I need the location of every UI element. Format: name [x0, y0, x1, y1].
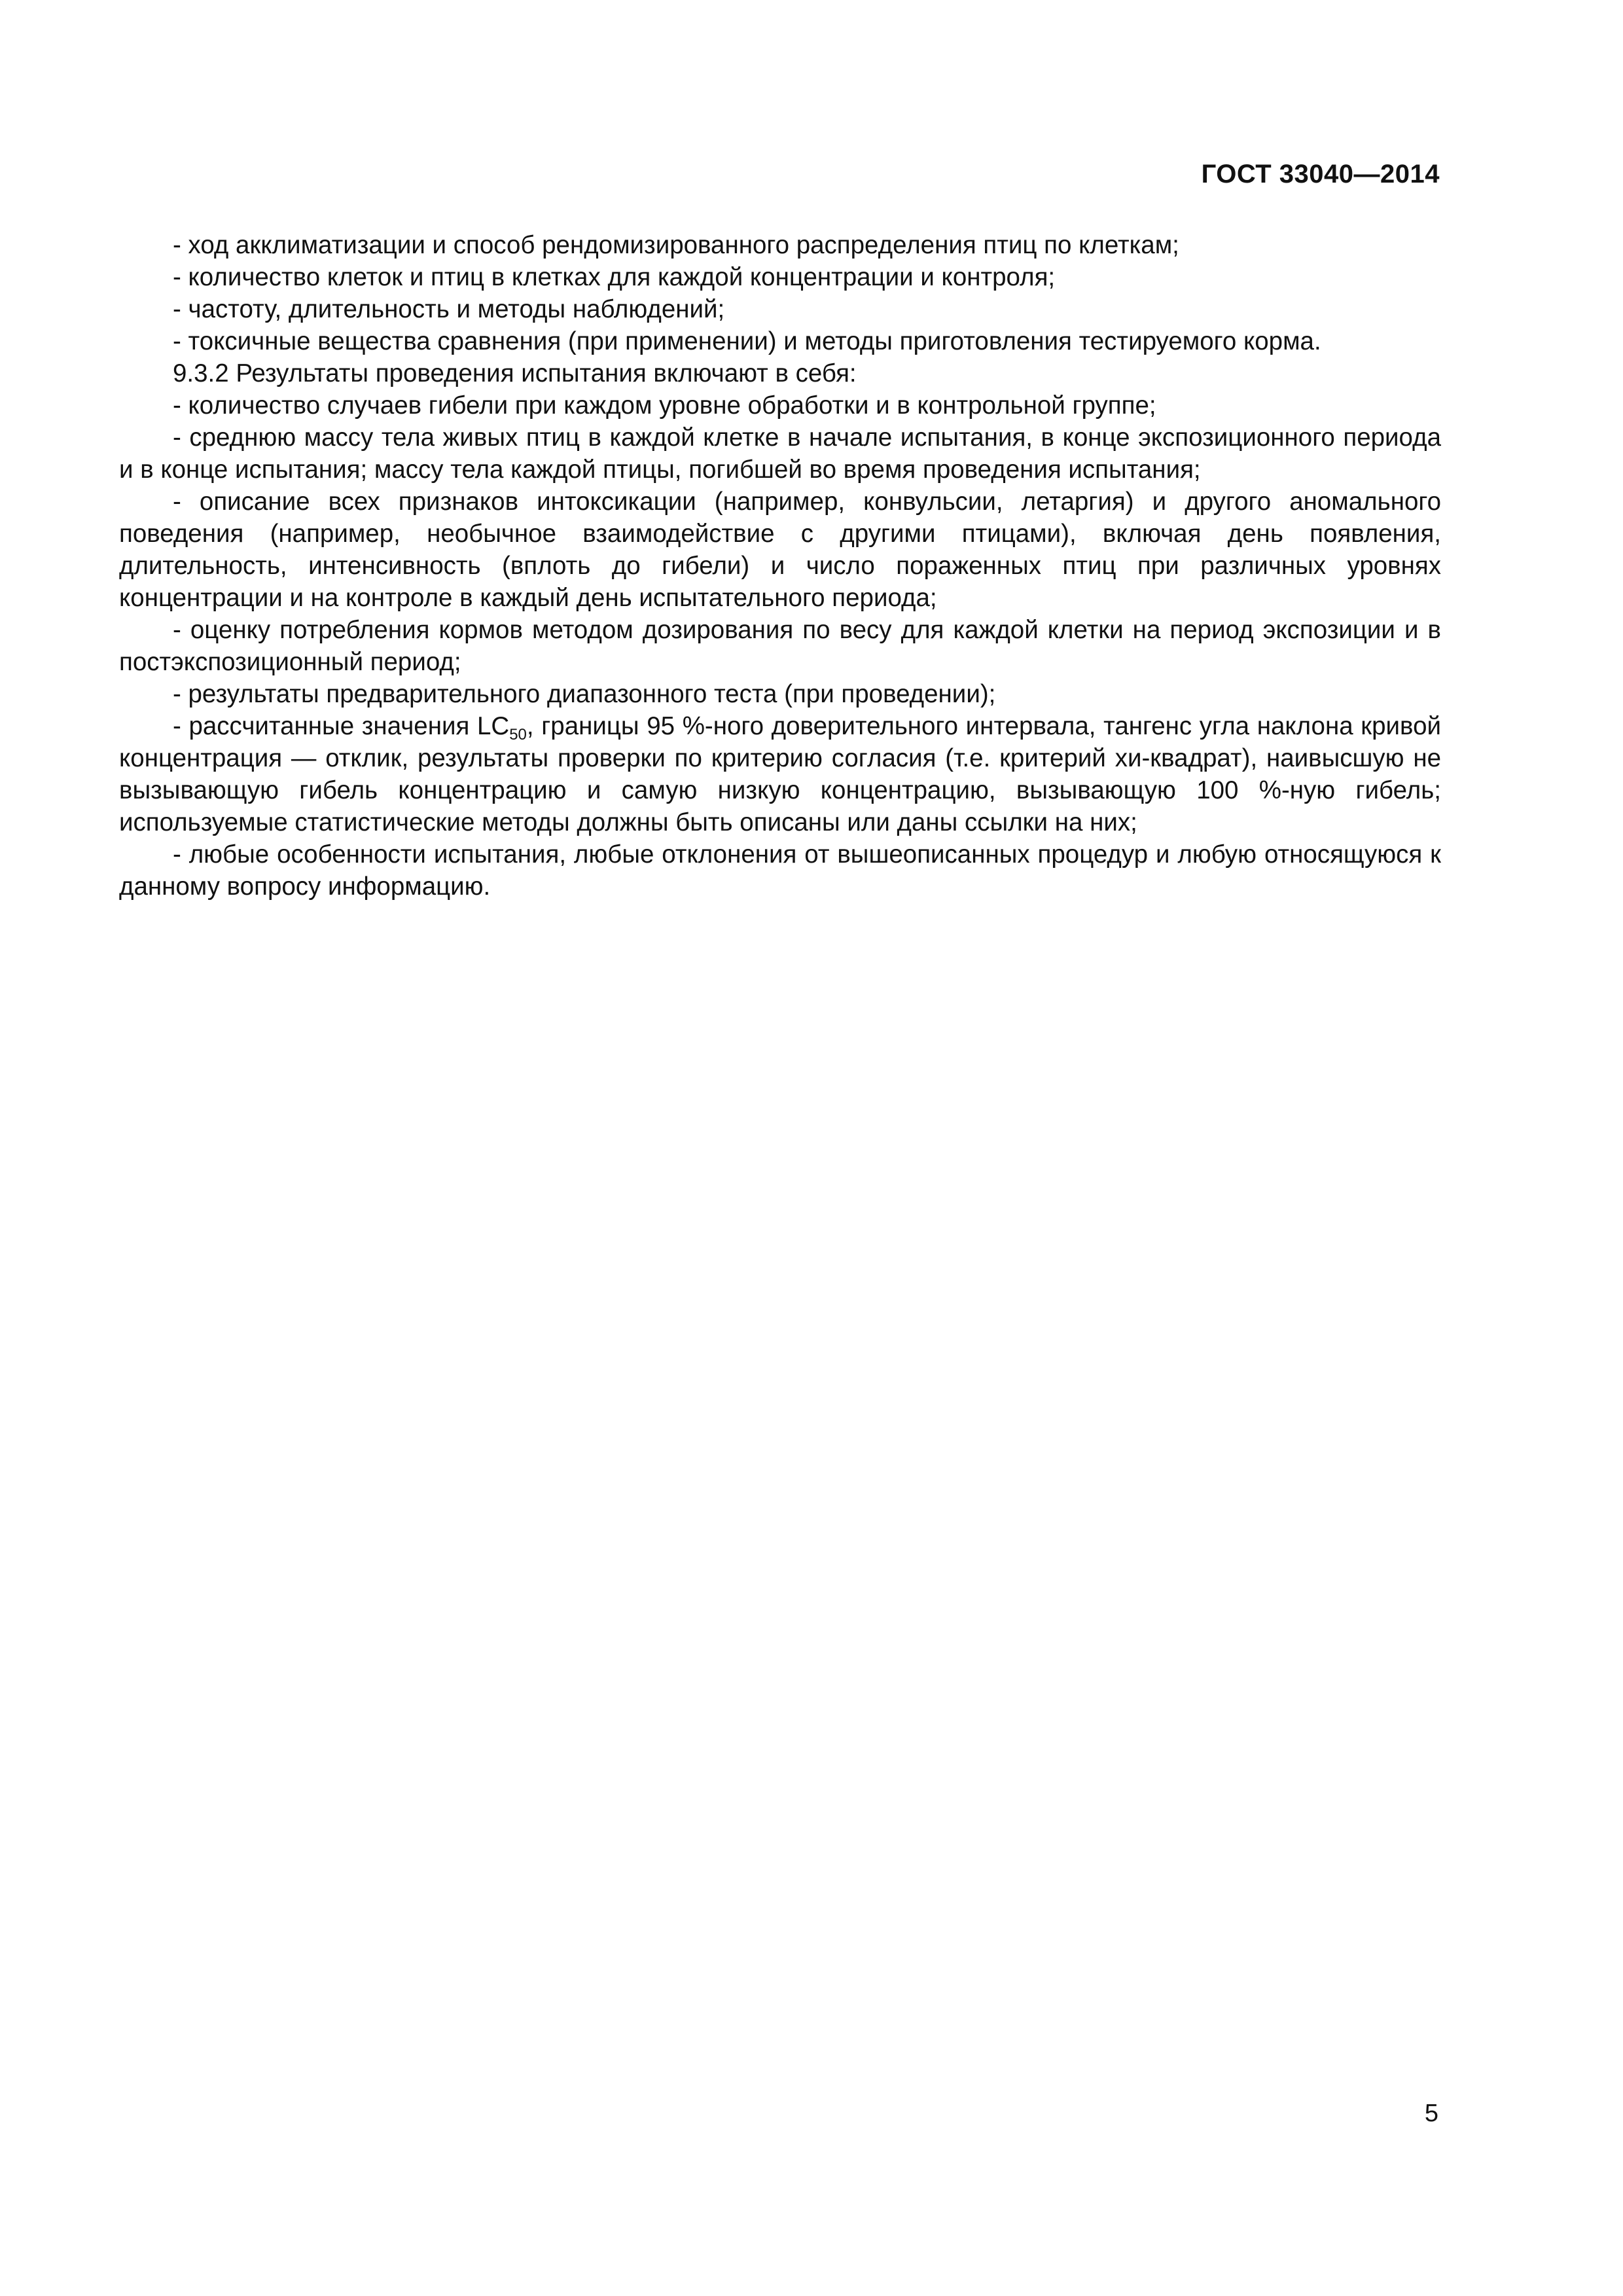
document-body: [119, 229, 1441, 903]
list-item: - описание всех признаков интоксикации (например, конвульсии, летаргия) и другого аномального поведения (например, необычное взаимодействие с другими птицами), включая день появления, длительность, интенсивность (вплоть до гибели) и число пораженных птиц при различных уровнях концентрации и на контроле в каждый день испытательного периода;: [119, 488, 1441, 612]
list-item: - среднюю массу тела живых птиц в каждой клетке в начале испытания, в конце экспозиционного периода и в конце испытания; массу тела каждой птицы, погибшей во время проведения испытания;: [119, 423, 1441, 484]
list-item: - оценку потребления кормов методом дозирования по весу для каждой клетки на период экспозиции и в постэкспозиционный период;: [119, 616, 1441, 676]
list-item: - количество клеток и птиц в клетках для каждой концентрации и контроля;: [173, 263, 1056, 291]
list-item-lc50: [119, 710, 1441, 838]
list-item: - ход акклиматизации и способ рендомизированного распределения птиц по клеткам;: [173, 231, 1179, 259]
lc-subscript: 50: [509, 726, 527, 744]
list-item: - токсичные вещества сравнения (при применении) и методы приготовления тестируемого корма.: [173, 327, 1321, 355]
list-item: - результаты предварительного диапазонного теста (при проведении);: [173, 680, 996, 708]
document-header-id: ГОСТ 33040—2014: [1201, 160, 1440, 188]
lc-text-before: - рассчитанные значения LC: [173, 712, 510, 740]
page-number: 5: [1424, 2100, 1438, 2127]
list-item: - любые особенности испытания, любые отклонения от вышеописанных процедур и любую относящуюся к данному вопросу информацию.: [119, 840, 1441, 901]
list-item: - количество случаев гибели при каждом уровне обработки и в контрольной группе;: [173, 391, 1156, 420]
lc-text-after: , границы 95 %-ного доверительного интервала, тангенс угла наклона кривой концентрация — отклик, результаты проверки по критерию согласия (т.е. критерий хи-квадрат), наивысшую не вызывающую гибель концентрацию и самую низкую концентрацию, вызывающую 100 %-ную гибель; используемые статистические методы должны быть описаны или даны ссылки на них;: [119, 712, 1441, 836]
section-heading: 9.3.2 Результаты проведения испытания включают в себя:: [173, 359, 857, 387]
list-item: - частоту, длительность и методы наблюдений;: [173, 295, 725, 323]
